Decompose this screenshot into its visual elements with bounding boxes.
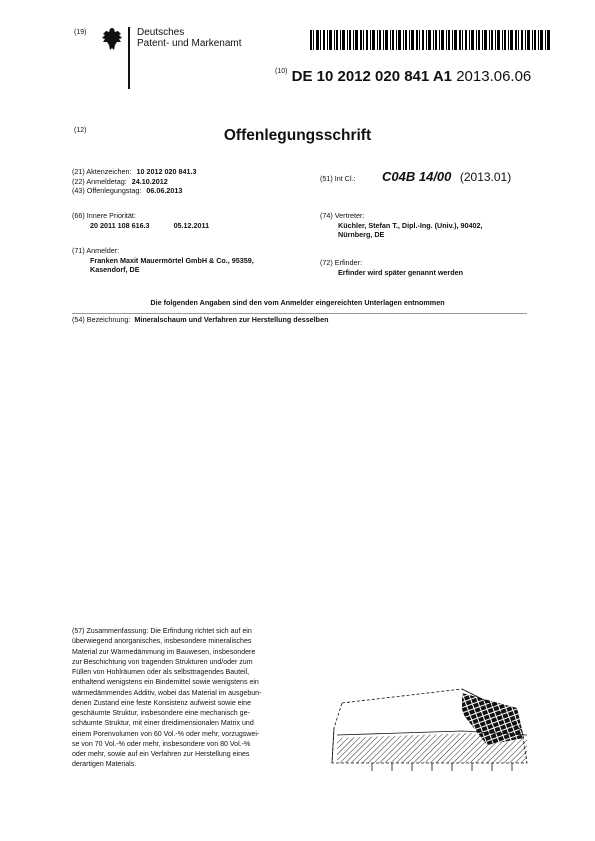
publication-number: DE 10 2012 020 841 A1: [291, 68, 453, 85]
representative-line-1: Küchler, Stefan T., Dipl.-Ing. (Univ.), 90402,: [338, 220, 483, 230]
applicant-notice: Die folgenden Angaben sind den vom Anmelder eingereichten Unterlagen entnommen: [150, 298, 445, 307]
inventor-value: Erfinder wird später genannt werden: [338, 267, 464, 277]
abstract-line: wärmedämmendes Additiv, wobei das Material im ausgebun-: [72, 689, 262, 697]
filing-date: 24.10.2012: [131, 176, 168, 186]
field-66: [72, 211, 209, 230]
ipc-classification: C04B 14/00: [382, 169, 452, 184]
abstract-line: Material zur Wärmedämmung im Bauwesen, insbesondere: [72, 648, 256, 656]
priority-date: 05.12.2011: [173, 220, 210, 230]
abstract-line: schäumte Struktur, mit einer dreidimensionalen Matrix und: [72, 720, 254, 728]
abstract-line: Füllen von Hohlräumen oder als selbsttragendes Bauteil,: [72, 669, 250, 676]
abstract-line: einem Porenvolumen von 60 Vol.-% oder mehr, vorzugswei-: [72, 730, 260, 738]
federal-eagle-logo: [101, 26, 123, 52]
field-21: [72, 167, 197, 177]
office-line-2: Patent- und Markenamt: [137, 38, 242, 49]
abstract-line: geschäumte Struktur, insbesondere eine mechanisch ge-: [72, 710, 250, 717]
field-72-label: (72) Erfinder:: [320, 258, 362, 267]
priority-entry: [72, 221, 209, 231]
field-54: [72, 315, 328, 324]
inid-12: (12): [74, 127, 87, 134]
field-51-label: (51) Int Cl.:: [320, 174, 356, 183]
field-66-label: (66) Innere Priorität:: [72, 211, 136, 220]
inid-10: (10): [275, 68, 288, 75]
field-54-label: (54) Bezeichnung:: [72, 315, 131, 324]
field-74: [320, 211, 482, 240]
office-divider: [128, 27, 130, 89]
abstract-figure: [312, 683, 534, 775]
field-71: [72, 246, 254, 275]
abstract-line: derartigen Materials.: [72, 761, 137, 769]
field-22-label: (22) Anmeldetag:: [72, 176, 127, 186]
abstract-line: denen Zustand eine feste Konsistenz aufweist sowie eine: [72, 699, 252, 707]
document-type-title: Offenlegungsschrift: [223, 127, 372, 144]
abstract-line: überwiegend anorganisches, insbesondere mineralisches: [72, 638, 252, 646]
abstract-line: (57) Zusammenfassung: Die Erfindung richtet sich auf ein: [72, 628, 252, 635]
applicant-line-1: Franken Maxit Mauermörtel GmbH & Co., 95359,: [90, 255, 254, 265]
publication-date-field: 06.06.2013: [146, 186, 183, 196]
office-line-1: Deutsches: [137, 27, 185, 38]
field-43-label: (43) Offenlegungstag:: [72, 186, 142, 196]
field-51: [320, 168, 511, 186]
abstract: [72, 627, 308, 771]
field-22: [72, 177, 197, 187]
issuing-office: [137, 27, 242, 49]
bibliographic-dates: [72, 167, 197, 196]
field-21-label: (21) Aktenzeichen:: [72, 167, 132, 176]
invention-title: Mineralschaum und Verfahren zur Herstellung desselben: [134, 315, 329, 324]
application-number: 10 2012 020 841.3: [136, 167, 197, 176]
representative-line-2: Nürnberg, DE: [338, 230, 385, 240]
field-72: [320, 258, 463, 277]
inid-19: (19): [74, 29, 87, 36]
publication-date: 2013.06.06: [456, 68, 532, 85]
abstract-line: oder mehr, sowie auf ein Verfahren zur Herstellung eines: [72, 751, 250, 758]
divider: [72, 313, 527, 314]
priority-number: 20 2011 108 616.3: [90, 220, 150, 230]
abstract-line: zur Beschichtung von tragenden Strukturen und/oder zum: [72, 658, 253, 666]
field-74-label: (74) Vertreter:: [320, 211, 365, 220]
ipc-version: (2013.01): [459, 170, 512, 184]
field-71-label: (71) Anmelder:: [72, 246, 120, 255]
applicant-line-2: Kasendorf, DE: [90, 265, 140, 275]
barcode: [310, 30, 550, 50]
publication-line: [275, 68, 531, 85]
field-43: [72, 186, 197, 196]
abstract-line: enthaltend wenigstens ein Bindemittel sowie wenigstens ein: [72, 679, 259, 687]
abstract-line: se von 70 Vol.-% oder mehr, insbesondere von 80 Vol.-%: [72, 740, 251, 748]
